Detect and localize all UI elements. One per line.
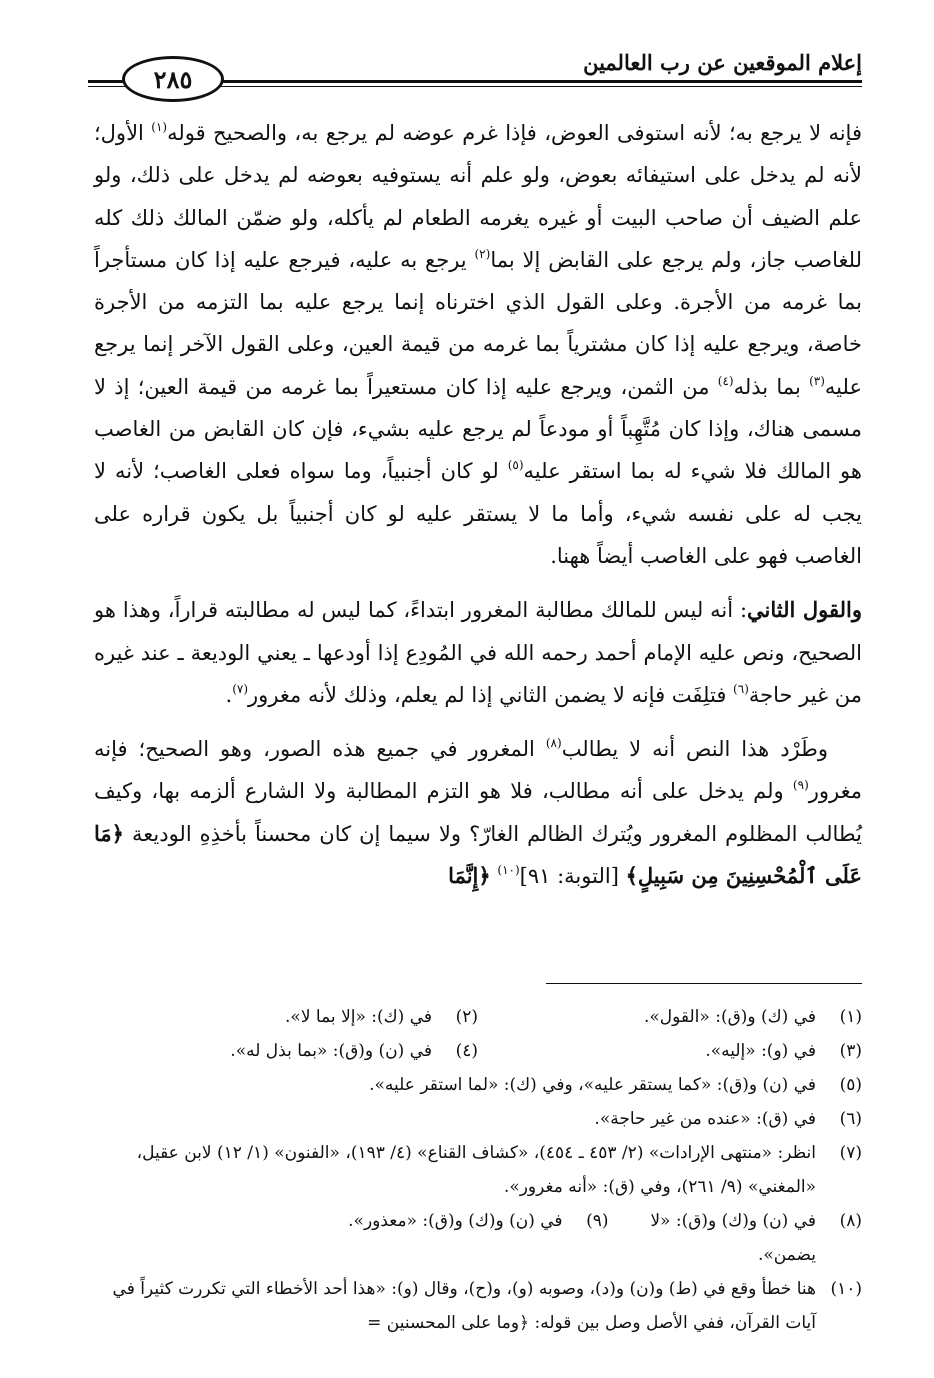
footnote-row bbox=[94, 1034, 862, 1068]
footnote bbox=[478, 1000, 862, 1034]
book-title: إعلام الموقعين عن رب العالمين bbox=[583, 50, 862, 75]
footnote-ref: (١٠) bbox=[497, 863, 520, 878]
footnote-number: (٢) bbox=[455, 1007, 478, 1027]
footnote bbox=[478, 1034, 862, 1068]
footnote-number: (٦) bbox=[839, 1109, 862, 1129]
footnote-separator bbox=[546, 983, 862, 984]
footnote-text: في (ك): «إلا بما لا». bbox=[285, 1007, 432, 1027]
footnote-row bbox=[94, 1204, 862, 1272]
footnote-text: في (ق): «عنده من غير حاجة». bbox=[594, 1109, 816, 1129]
footnote-ref: (٣) bbox=[809, 373, 825, 388]
footnote-number: (١) bbox=[839, 1007, 862, 1027]
text-run: يرجع به عليه، فيرجع عليه إذا كان مستأجراً بما غرمه من الأجرة. وعلى القول الذي اخترناه إنما يرجع عليه بما التزمه من الأجرة خاصة، ويرجع عليه إذا كان مشترياً بما غرمه من قيمة العين، وعلى القول الآخر إنما يرجع عليه bbox=[94, 247, 862, 399]
paragraph-1 bbox=[94, 112, 862, 577]
footnote bbox=[94, 1272, 862, 1340]
footnote-ref: (٩) bbox=[792, 778, 809, 793]
page-number: ٢٨٥ bbox=[122, 56, 224, 102]
footnote-number: (٣) bbox=[839, 1041, 862, 1061]
footnote-text: في (ن) و(ك) و(ق): «معذور». bbox=[348, 1211, 563, 1231]
text-run: لو كان أجنبياً، وما سواه فعلى الغاصب؛ لأنه لا يجب له على نفسه شيء، وأما ما لا يستقر عليه لو كان أجنبياً بل يكون قراره على الغاصب فهو على الغاصب أيضاً ههنا. bbox=[94, 459, 862, 568]
footnote-ref: (٤) bbox=[717, 373, 734, 388]
quran-verse: ﴿إِنَّمَا bbox=[448, 863, 491, 889]
footnotes bbox=[94, 1000, 862, 1340]
main-text bbox=[94, 112, 862, 897]
text-run: المغرور في جميع هذه الصور، وهو الصحيح؛ فإنه مغرور bbox=[94, 737, 862, 804]
paragraph-3 bbox=[94, 728, 862, 897]
footnote-number: (٥) bbox=[839, 1075, 862, 1095]
footnote-text: في (ن) و(ك) و(ق): «لا يضمن». bbox=[650, 1211, 816, 1265]
paragraph-lead: والقول الثاني bbox=[747, 597, 862, 623]
footnote-ref: (٧) bbox=[232, 681, 249, 696]
footnote-number: (١٠) bbox=[830, 1279, 862, 1299]
footnote-text: في (ك) و(ق): «القول». bbox=[643, 1007, 816, 1027]
footnote bbox=[348, 1204, 608, 1272]
running-header bbox=[88, 28, 862, 98]
footnote-number: (٤) bbox=[455, 1041, 478, 1061]
text-run: وطَرْد هذا النص أنه لا يطالب bbox=[561, 737, 828, 762]
footnote-text: في (ن) و(ق): «بما بذل له». bbox=[230, 1041, 432, 1061]
footnote-ref: (١) bbox=[151, 120, 168, 134]
footnote-text: في (ن) و(ق): «كما يستقر عليه»، وفي (ك): «لما استقر عليه». bbox=[369, 1075, 816, 1095]
footnote-number: (٩) bbox=[586, 1211, 609, 1231]
text-run: بما بذله bbox=[733, 374, 810, 399]
footnote bbox=[94, 1000, 478, 1034]
footnote-text: في (و): «إليه». bbox=[705, 1041, 816, 1061]
footnote bbox=[609, 1204, 862, 1272]
quran-verse: ﴿مَا عَلَى ٱلْمُحْسِنِينَ مِن سَبِيلٍ﴾ bbox=[94, 820, 862, 889]
footnote-row bbox=[94, 1000, 862, 1034]
footnote bbox=[94, 1102, 862, 1136]
text-run: ولم يدخل على أنه مطالب، فلا هو التزم المطالبة ولا الشارع ألزمه بها، وكيف يُطالب المظلوم المغرور ويُترك الظالم الغارّ؟ ولا سيما إن كان محسناً بأخذِهِ الوديعة bbox=[94, 779, 862, 846]
footnote-ref: (٥) bbox=[507, 458, 524, 473]
text-run: فإنه لا يرجع به؛ لأنه استوفى العوض، فإذا غرم عوضه لم يرجع به، والصحيح قوله bbox=[167, 121, 862, 145]
footnote-number: (٧) bbox=[839, 1143, 862, 1163]
text-run: فتلِفَت فإنه لا يضمن الثاني إذا لم يعلم، وذلك لأنه مغرور bbox=[248, 682, 734, 707]
paragraph-2 bbox=[94, 589, 862, 716]
footnote-number: (٨) bbox=[839, 1211, 862, 1231]
verse-citation: [التوبة: ٩١] bbox=[519, 864, 626, 889]
footnote bbox=[94, 1136, 862, 1204]
footnote-ref: (٢) bbox=[474, 246, 491, 261]
text-run: . bbox=[225, 682, 233, 707]
footnote-ref: (٦) bbox=[733, 681, 749, 696]
footnote-text: انظر: «منتهى الإرادات» (٢/ ٤٥٣ ـ ٤٥٤)، «كشاف القناع» (٤/ ١٩٣)، «الفنون» (١/ ١٢) لابن عقيل، «المغني» (٩/ ٢٦١)، وفي (ق): «أنه مغرور». bbox=[136, 1143, 816, 1197]
footnote-ref: (٨) bbox=[545, 736, 562, 751]
footnote bbox=[94, 1068, 862, 1102]
text-run: الأول؛ لأنه لم يدخل على استيفائه بعوض، ولو علم أنه يستوفيه بعوضه لم يدخل على ذلك، ولو علم الضيف أن صاحب البيت أو غيره يغرمه الطعام لم يأكله، ولو ضمّن المالك ذلك كله للغاصب جاز، ولم يرجع على القابض إلا بما bbox=[94, 121, 862, 272]
footnote-text: هنا خطأ وقع في (ط) و(ن) و(د)، وصوبه (و)، و(ح)، وقال (و): «هذا أحد الأخطاء التي تكررت كثيراً في آيات القرآن، ففي الأصل وصل بين قوله: ﴿وما على المحسنين = bbox=[112, 1279, 816, 1333]
text-run: : أنه ليس للمالك مطالبة المغرور ابتداءً، كما ليس له مطالبته قراراً، وهذا هو الصحيح، ونص عليه الإمام أحمد رحمه الله في المُودِع إذا أودعها ـ يعني الوديعة ـ عند غيره من غير حاجة bbox=[94, 598, 862, 707]
text-run: من الثمن، ويرجع عليه إذا كان مستعيراً بما غرمه من قيمة العين؛ إذ لا مسمى هناك، وإذا كان مُتَّهِباً أو مودعاً لم يرجع عليه بشيء، فإن كان القابض من الغاصب هو المالك فلا شيء له بما استقر عليه bbox=[94, 374, 862, 484]
footnote bbox=[94, 1034, 478, 1068]
